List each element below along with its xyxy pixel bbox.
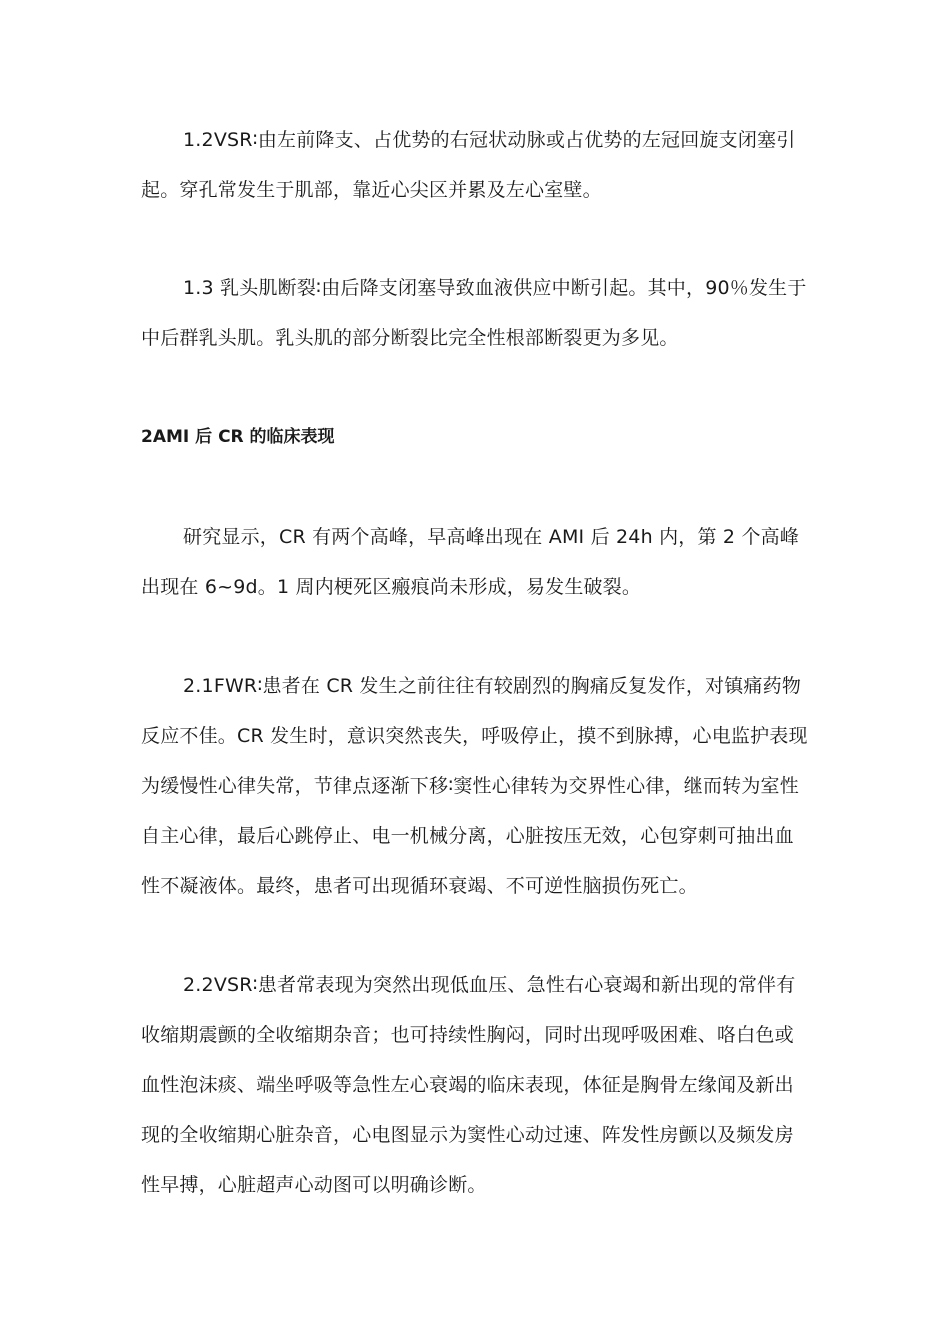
paragraph-cr-peaks: 研究显示，CR 有两个高峰，早高峰出现在 AMI 后 24h 内，第 2 个高峰出现在 6~9d。1 周内梗死区瘢痕尚未形成，易发生破裂。 xyxy=(141,526,800,598)
paragraph-vsr-presentation: 2.2VSR∶患者常表现为突然出现低血压、急性右心衰竭和新出现的常伴有收缩期震颤的全收缩期杂音；也可持续性胸闷，同时出现呼吸困难、咯白色或血性泡沫痰、端坐呼吸等急性左心衰竭的临床表现，体征是胸骨左缘闻及新出现的全收缩期心脏杂音，心电图显示为窦性心动过速、阵发性房颤以及频发房性早搏，心脏超声心动图可以明确诊断。 xyxy=(141,974,796,1196)
section-heading: 2AMI 后 CR 的临床表现 xyxy=(141,427,335,447)
paragraph-fwr-presentation: 2.1FWR∶患者在 CR 发生之前往往有较剧烈的胸痛反复发作，对镇痛药物反应不佳。CR 发生时，意识突然丧失，呼吸停止，摸不到脉搏，心电监护表现为缓慢性心律失常，节律点逐渐下移∶窦性心律转为交界性心律，继而转为室性自主心律，最后心跳停止、电一机械分离，心脏按压无效，心包穿刺可抽出血性不凝液体。最终，患者可出现循环衰竭、不可逆性脑损伤死亡。 xyxy=(141,675,808,897)
paragraph-vsr-cause: 1.2VSR∶由左前降支、占优势的右冠状动脉或占优势的左冠回旋支闭塞引起。穿孔常发生于肌部，靠近心尖区并累及左心室壁。 xyxy=(141,129,796,201)
paragraph-papillary-muscle-rupture: 1.3 乳头肌断裂∶由后降支闭塞导致血液供应中断引起。其中，90％发生于中后群乳头肌。乳头肌的部分断裂比完全性根部断裂更为多见。 xyxy=(141,277,807,349)
